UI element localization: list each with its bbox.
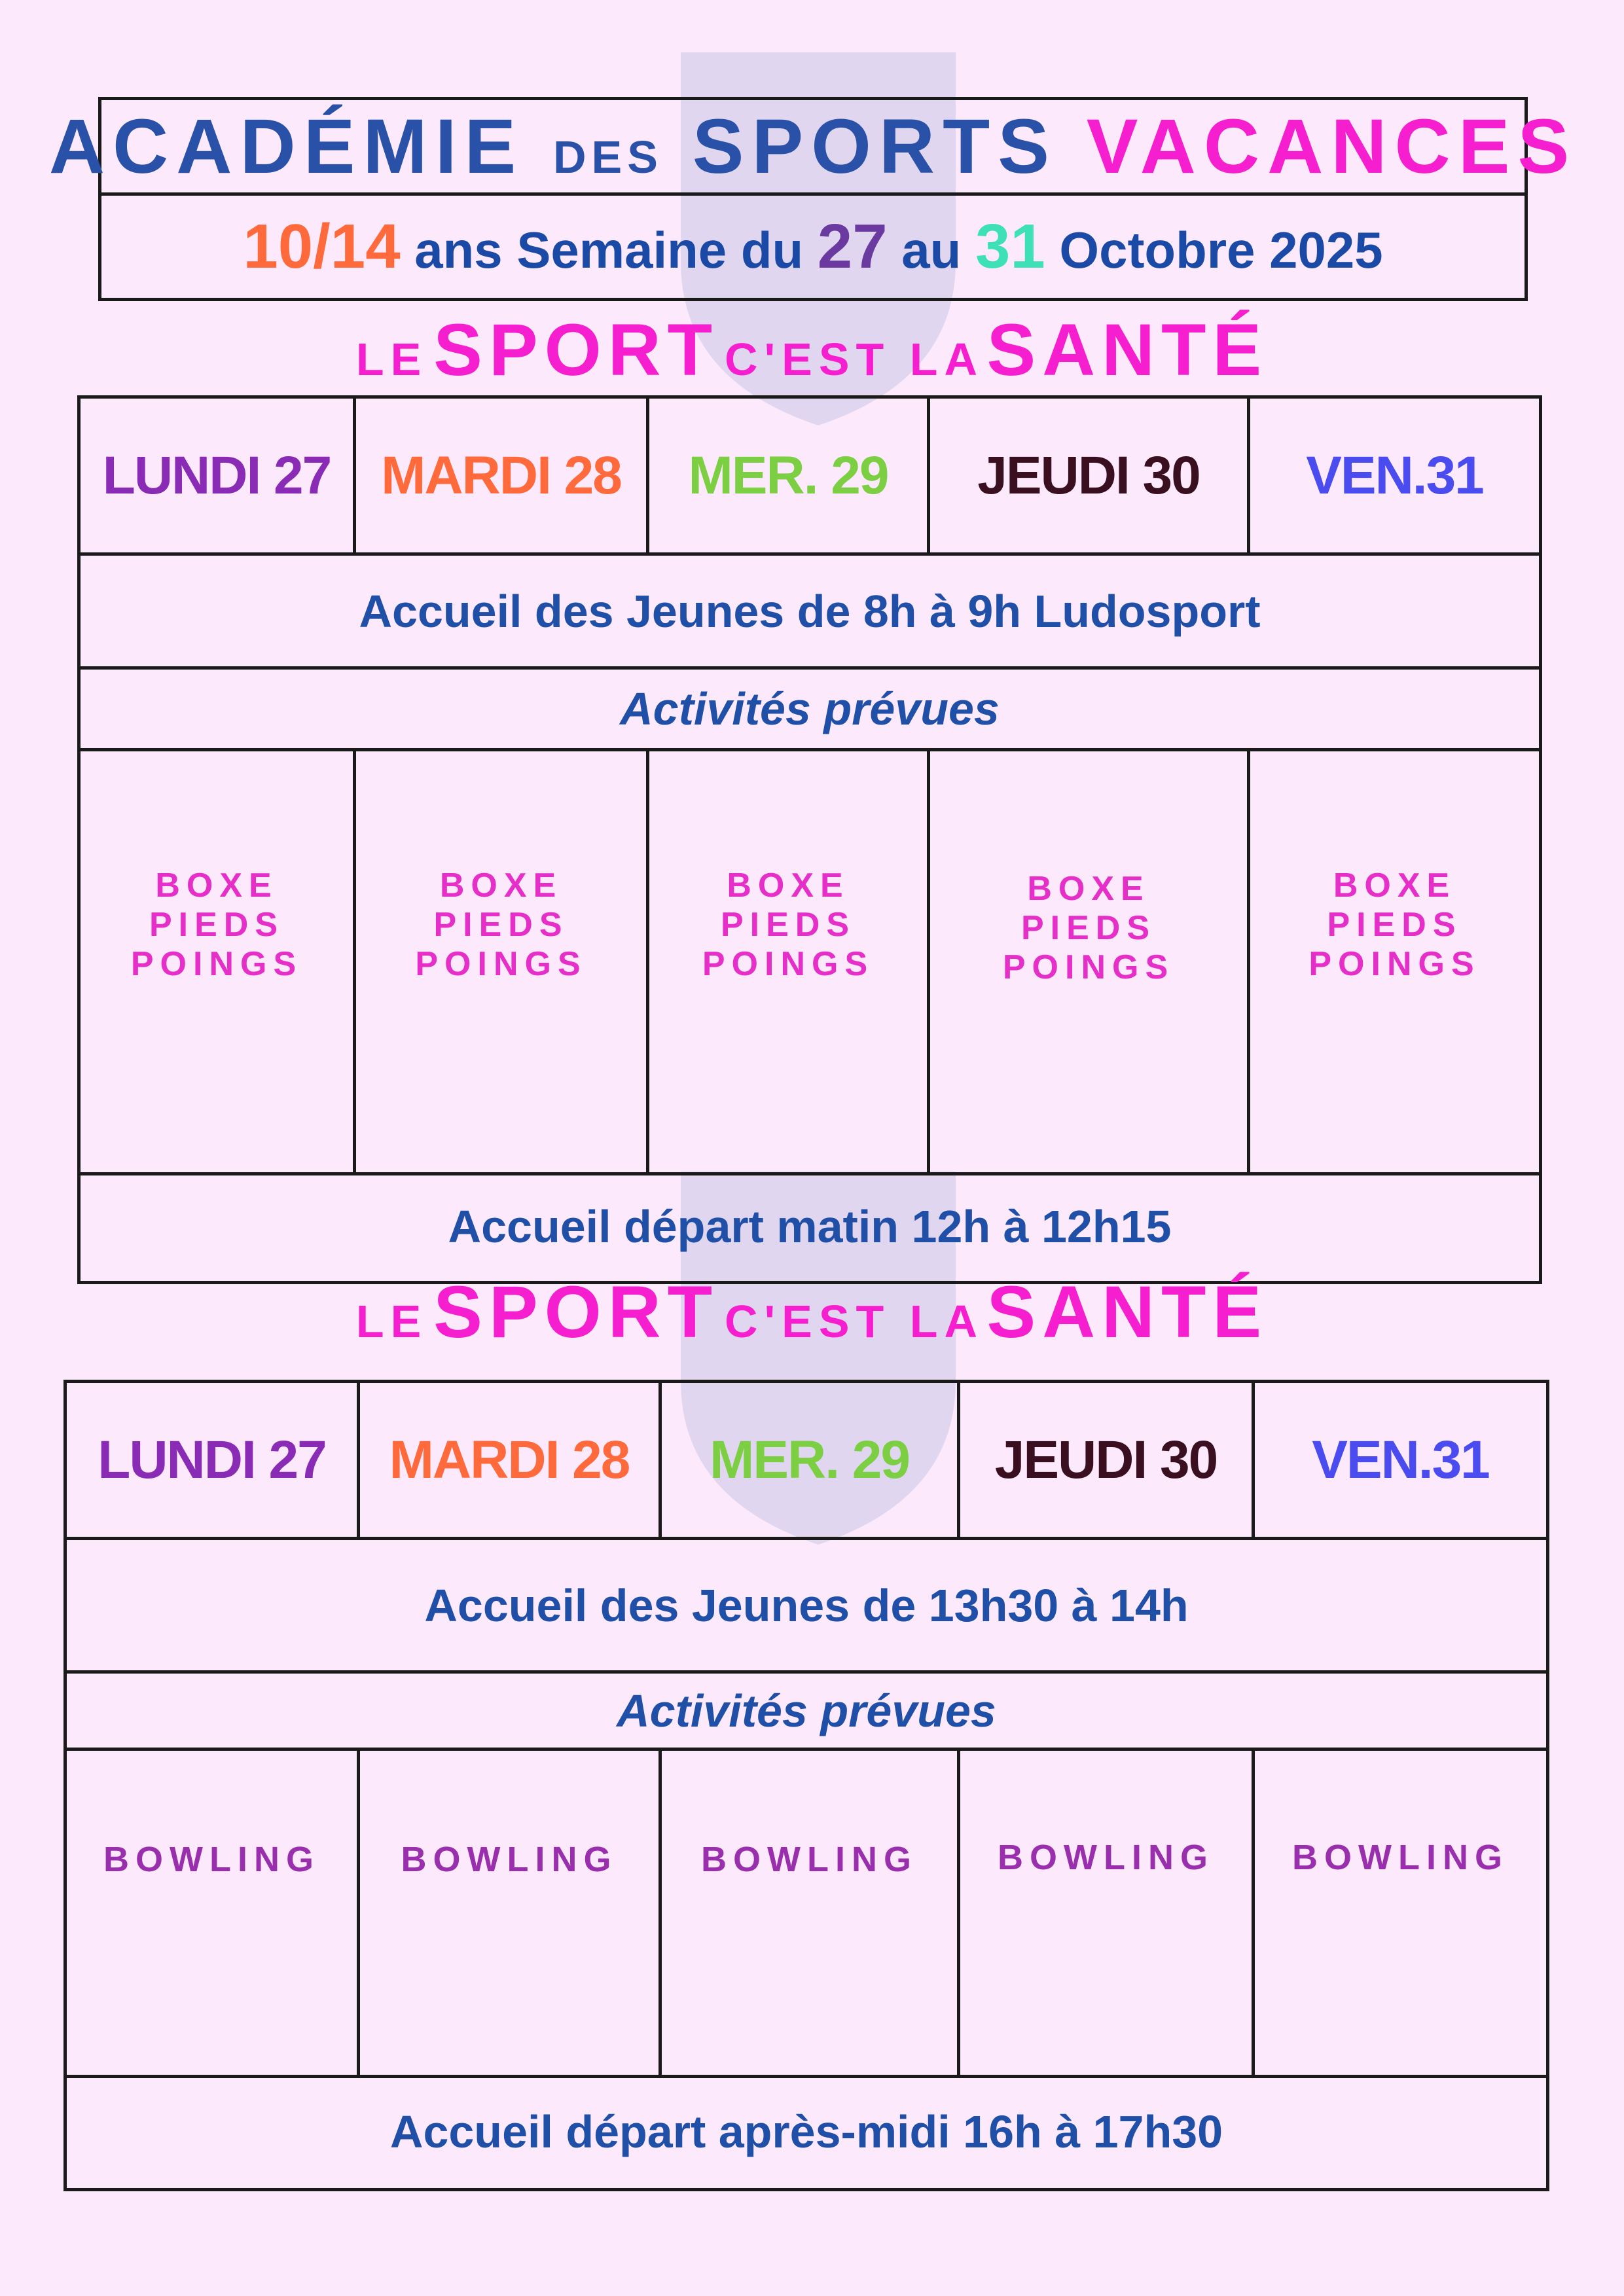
- title-row: [48, 100, 1578, 196]
- activity-boxe: BOXE PIEDS POINGS: [415, 867, 587, 983]
- activity-cell-lundi: [77, 748, 356, 1175]
- activity-cell-mercredi: [646, 748, 930, 1175]
- subtitle-month: Octobre 2025: [1059, 221, 1383, 279]
- activity-cell-jeudi: [957, 1748, 1255, 2078]
- day-label: VEN.31: [1312, 1429, 1489, 1490]
- day-label: MER. 29: [710, 1429, 909, 1490]
- day-header-mardi: [353, 395, 649, 556]
- day-header-vendredi: [1252, 1380, 1549, 1540]
- slogan-sport: SPORT: [433, 309, 719, 391]
- subtitle-au: au: [901, 221, 962, 279]
- activity-boxe: BOXE PIEDS POINGS: [702, 867, 875, 983]
- activity-bowling: BOWLING: [103, 1840, 320, 1879]
- page-title: [49, 102, 1577, 191]
- day-header-lundi: [77, 395, 356, 556]
- title-vacances: VACANCES: [1086, 103, 1578, 190]
- afternoon-welcome-text: Accueil des Jeunes de 13h30 à 14h: [424, 1579, 1189, 1631]
- afternoon-activities-heading-row: [63, 1670, 1549, 1751]
- afternoon-departure-text: Accueil départ après-midi 16h à 17h30: [389, 2106, 1223, 2157]
- date-start: 27: [817, 211, 888, 281]
- afternoon-welcome-row: [63, 1537, 1549, 1674]
- morning-welcome-text: Accueil des Jeunes de 8h à 9h Ludosport: [359, 585, 1261, 637]
- activity-cell-lundi: [63, 1748, 360, 2078]
- activity-cell-mardi: [353, 748, 649, 1175]
- day-header-lundi: [63, 1380, 360, 1540]
- slogan-sante: SANTÉ: [986, 1271, 1269, 1353]
- morning-departure-row: [81, 1172, 1539, 1281]
- slogan-le: LE: [355, 334, 428, 385]
- activity-cell-jeudi: [927, 748, 1250, 1175]
- title-sports: SPORTS: [692, 103, 1057, 190]
- slogan-cest-la: C'EST LA: [724, 334, 984, 385]
- day-label: LUNDI 27: [102, 445, 331, 505]
- activity-boxe: BOXE PIEDS POINGS: [1002, 870, 1175, 986]
- activity-cell-mercredi: [659, 1748, 960, 2078]
- day-header-mercredi: [646, 395, 930, 556]
- day-label: VEN.31: [1306, 445, 1483, 505]
- day-header-mardi: [357, 1380, 662, 1540]
- activity-cell-mardi: [357, 1748, 662, 2078]
- day-label: MARDI 28: [381, 445, 621, 505]
- activity-cell-vendredi: [1252, 1748, 1549, 2078]
- morning-schedule-table: [77, 395, 1542, 1284]
- day-label: MARDI 28: [389, 1429, 630, 1490]
- title-box: [48, 97, 1578, 301]
- day-label: JEUDI 30: [994, 1429, 1218, 1490]
- activities-heading: Activités prévues: [620, 683, 1000, 734]
- day-header-mercredi: [659, 1380, 960, 1540]
- afternoon-schedule-table: [63, 1380, 1549, 2191]
- day-label: LUNDI 27: [98, 1429, 326, 1490]
- morning-activities-heading-row: [77, 666, 1542, 751]
- activity-cell-vendredi: [1247, 748, 1542, 1175]
- activity-bowling: BOWLING: [401, 1840, 618, 1879]
- day-header-jeudi: [957, 1380, 1255, 1540]
- slogan-sport: SPORT: [433, 1271, 719, 1353]
- activity-bowling: BOWLING: [998, 1838, 1214, 1877]
- morning-welcome-row: [77, 552, 1542, 670]
- title-des: DES: [553, 131, 663, 183]
- age-range: 10/14: [243, 211, 401, 281]
- slogan-cest-la: C'EST LA: [724, 1296, 984, 1347]
- slogan-le: LE: [355, 1296, 428, 1347]
- day-header-vendredi: [1247, 395, 1542, 556]
- afternoon-departure-row: [67, 2075, 1546, 2188]
- day-label: MER. 29: [688, 445, 888, 505]
- activity-bowling: BOWLING: [1292, 1838, 1509, 1877]
- slogan-afternoon: [0, 1270, 1624, 1354]
- day-header-jeudi: [927, 395, 1250, 556]
- subtitle-week: ans Semaine du: [414, 221, 804, 279]
- activities-heading: Activités prévues: [617, 1685, 996, 1736]
- morning-departure-text: Accueil départ matin 12h à 12h15: [448, 1201, 1172, 1252]
- slogan-morning: [0, 308, 1624, 392]
- subtitle-row: [101, 196, 1525, 298]
- title-academie: ACADÉMIE: [48, 103, 524, 190]
- subtitle: [243, 211, 1382, 283]
- activity-bowling: BOWLING: [701, 1840, 918, 1879]
- date-end: 31: [975, 211, 1045, 281]
- day-label: JEUDI 30: [977, 445, 1200, 505]
- slogan-sante: SANTÉ: [986, 309, 1269, 391]
- activity-boxe: BOXE PIEDS POINGS: [1308, 867, 1481, 983]
- activity-boxe: BOXE PIEDS POINGS: [130, 867, 303, 983]
